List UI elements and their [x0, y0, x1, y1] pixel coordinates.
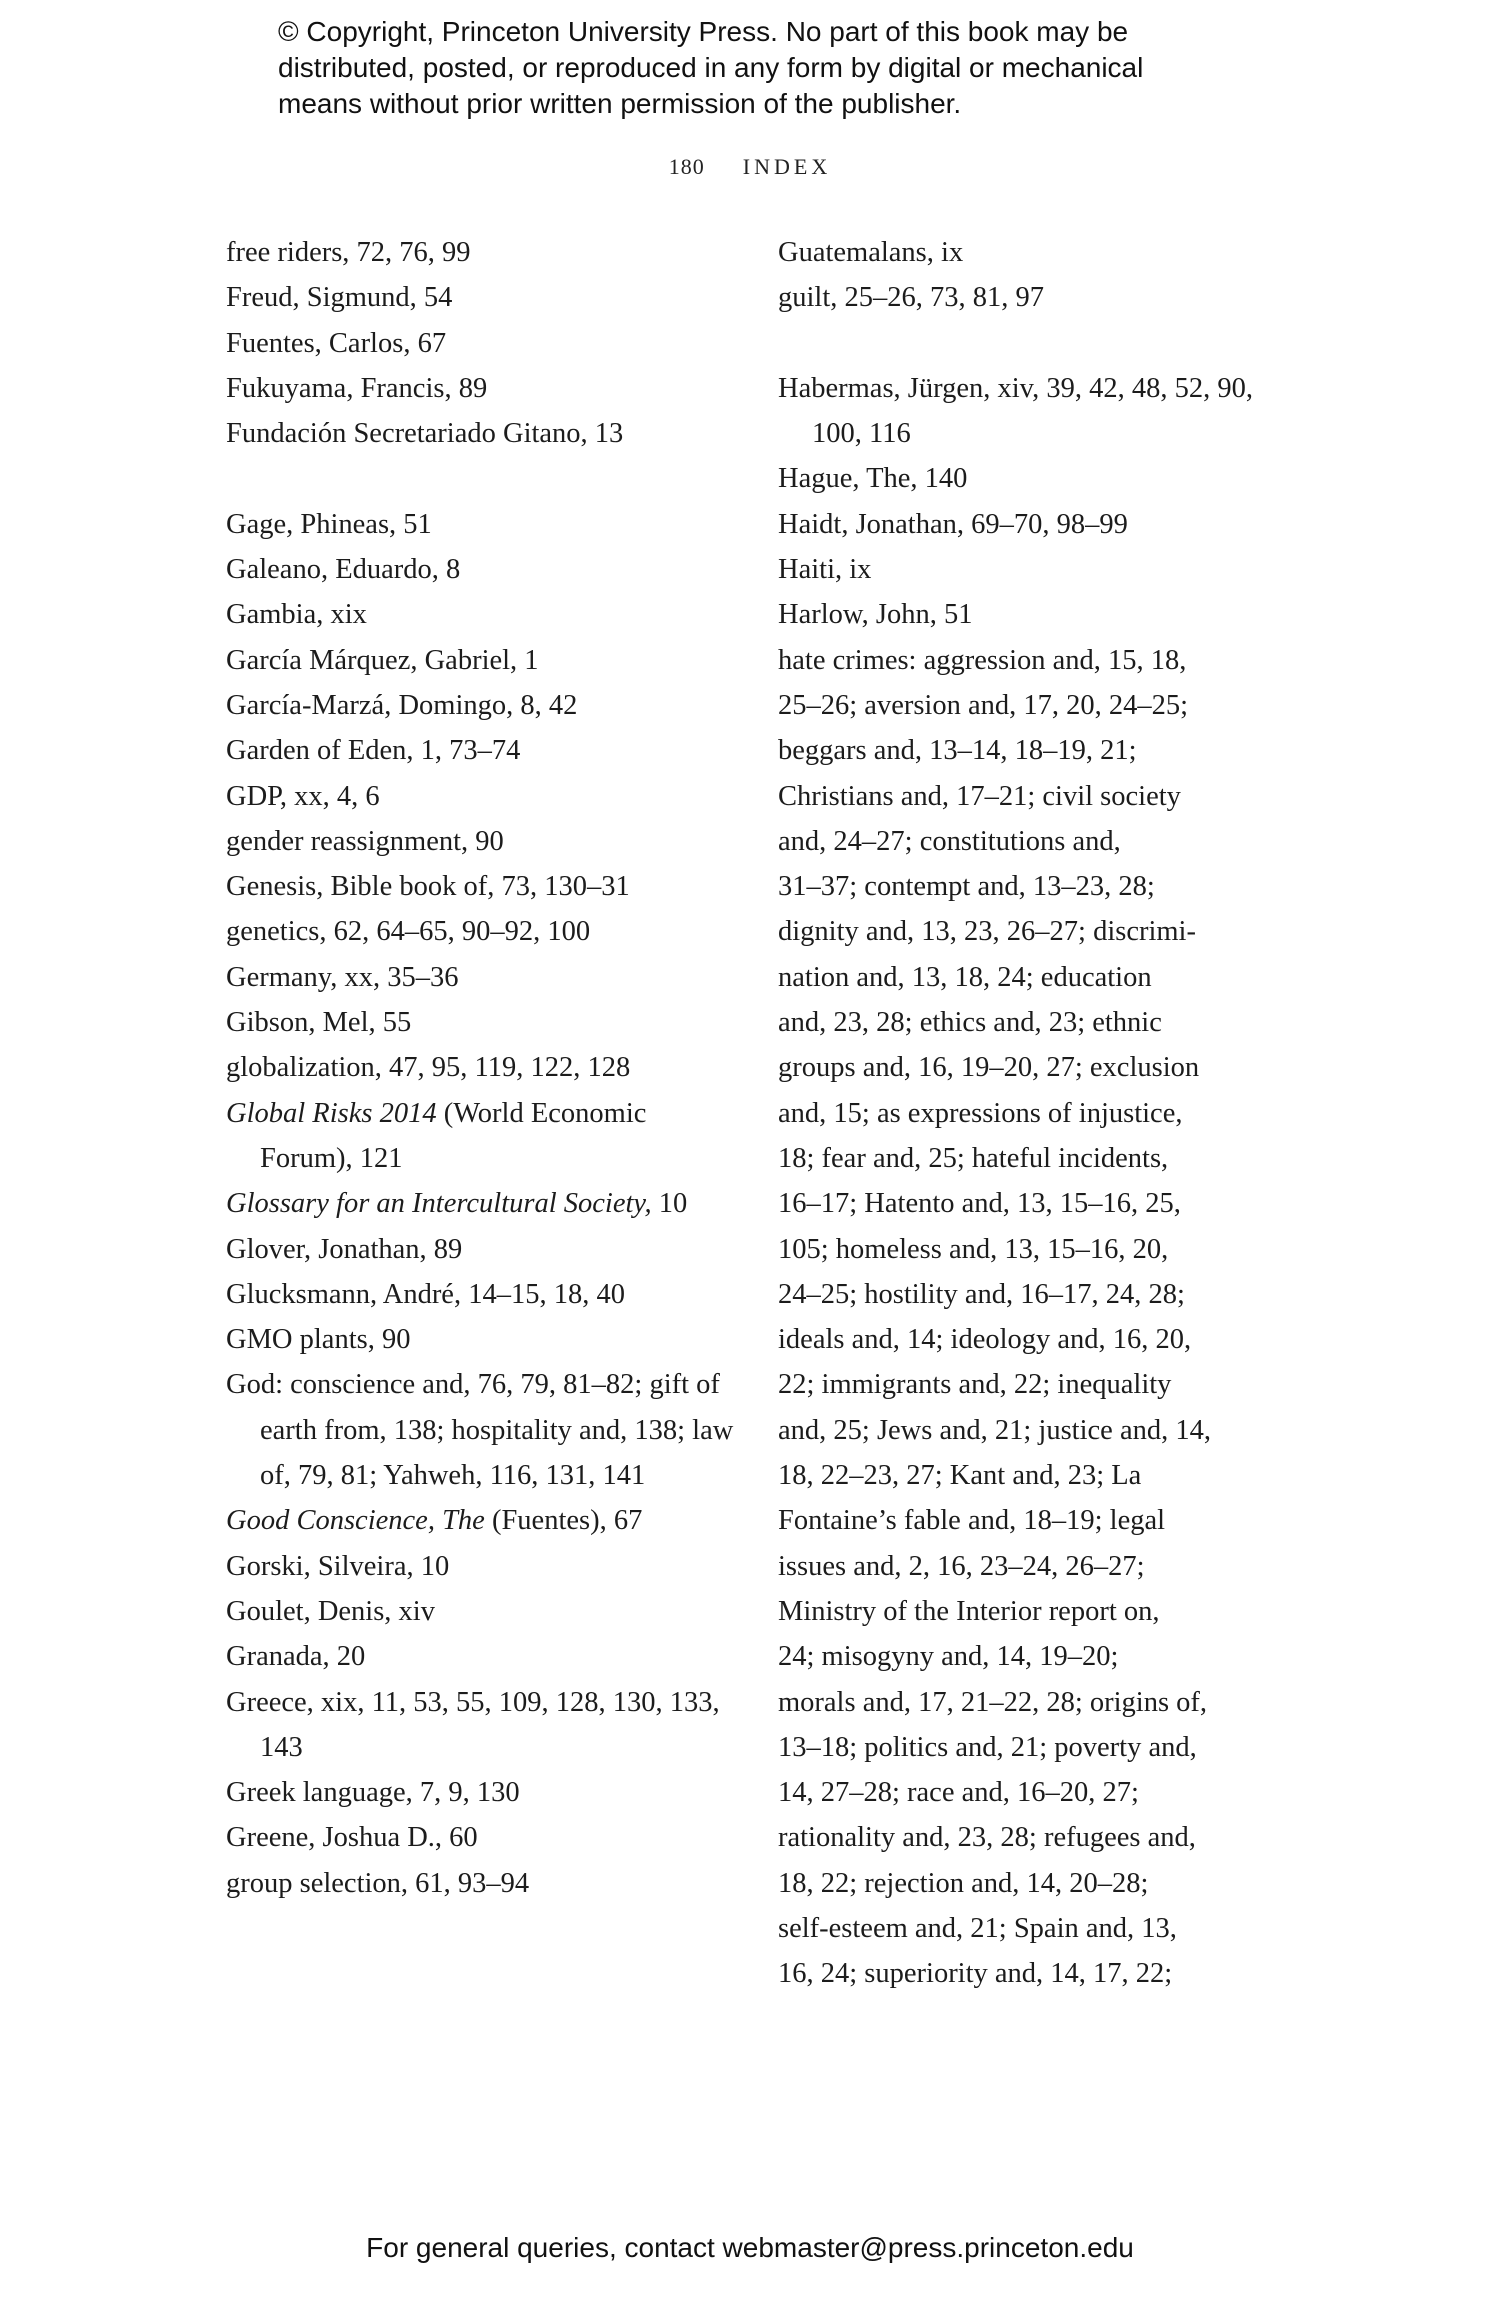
index-entry: GMO plants, 90: [226, 1324, 411, 1356]
entry-line: and, 24–27; constitutions and,: [778, 825, 1121, 857]
letter-group-gap: [226, 456, 746, 501]
entry-line: 16, 24; superiority and, 14, 17, 22;: [778, 1958, 1173, 1990]
entry-line: 31–37; contempt and, 13–23, 28;: [778, 871, 1155, 903]
index-entry: Fundación Secretariado Gitano, 13: [226, 418, 624, 450]
index-entry: guilt, 25–26, 73, 81, 97: [778, 282, 1045, 314]
entry-line: Christians and, 17–21; civil society: [778, 780, 1181, 812]
index-entry: García Márquez, Gabriel, 1: [226, 644, 539, 676]
index-entry: Gorski, Silveira, 10: [226, 1550, 450, 1582]
entry-line: Ministry of the Interior report on,: [778, 1595, 1160, 1627]
index-entry: Greece, xix, 11, 53, 55, 109, 128, 130, 133, 143: [226, 1686, 720, 1763]
entry-line: issues and, 2, 16, 23–24, 26–27;: [778, 1550, 1145, 1582]
entry-line: beggars and, 13–14, 18–19, 21;: [778, 735, 1137, 767]
index-entry: Habermas, Jürgen, xiv, 39, 42, 48, 52, 90, 100, 116: [778, 372, 1253, 450]
index-entry: [226, 1091, 746, 1182]
entry-line: 14, 27–28; race and, 16–20, 27;: [778, 1777, 1139, 1809]
entry-line: 105; homeless and, 13, 15–16, 20,: [778, 1233, 1169, 1265]
index-column-right: [778, 230, 1298, 1997]
entry-locators: 10: [651, 1188, 688, 1220]
index-entry: God: conscience and, 76, 79, 81–82; gift of earth from, 138; hospitality and, 138; law of, 79, 81; Yahweh, 116, 131, 141: [226, 1369, 734, 1492]
entry-line: 25–26; aversion and, 17, 20, 24–25;: [778, 689, 1189, 721]
footer-contact: For general queries, contact webmaster@press.princeton.edu: [366, 2232, 1134, 2263]
index-entry: GDP, xx, 4, 6: [226, 780, 380, 812]
page-number: 180: [668, 154, 705, 179]
index-entry: globalization, 47, 95, 119, 122, 128: [226, 1052, 631, 1084]
book-title: Global Risks 2014: [226, 1097, 437, 1129]
index-entry: García-Marzá, Domingo, 8, 42: [226, 689, 578, 721]
entry-line: 24; misogyny and, 14, 19–20;: [778, 1641, 1119, 1673]
index-entry: Glucksmann, André, 14–15, 18, 40: [226, 1278, 625, 1310]
running-head: [0, 154, 1500, 180]
entry-line: self-esteem and, 21; Spain and, 13,: [778, 1912, 1177, 1944]
index-entry: Greek language, 7, 9, 130: [226, 1777, 520, 1809]
index-entry: Gambia, xix: [226, 599, 367, 631]
index-entry: Harlow, John, 51: [778, 599, 973, 631]
index-entry: Galeano, Eduardo, 8: [226, 554, 461, 586]
letter-group-gap: [778, 321, 1298, 366]
index-entry: Freud, Sigmund, 54: [226, 282, 453, 314]
entry-line: dignity and, 13, 23, 26–27; discrimi-: [778, 916, 1196, 948]
index-entry: Goulet, Denis, xiv: [226, 1595, 435, 1627]
entry-line: rationality and, 23, 28; refugees and,: [778, 1822, 1196, 1854]
copyright-line: distributed, posted, or reproduced in any form by digital or mechanical: [278, 52, 1144, 83]
index-column-left: [226, 230, 746, 1906]
index-entry: Fukuyama, Francis, 89: [226, 372, 488, 404]
entry-locators: (World Economic Forum), 121: [260, 1097, 647, 1174]
copyright-line: © Copyright, Princeton University Press. No part of this book may be: [278, 16, 1129, 47]
index-entry: Genesis, Bible book of, 73, 130–31: [226, 871, 630, 903]
index-entry: Guatemalans, ix: [778, 237, 964, 268]
index-entry: [226, 1181, 746, 1226]
index-entry: Granada, 20: [226, 1641, 366, 1673]
index-entry: [226, 1498, 746, 1543]
index-entry: gender reassignment, 90: [226, 825, 504, 857]
index-entry: Hague, The, 140: [778, 463, 968, 495]
entry-line: and, 23, 28; ethics and, 23; ethnic: [778, 1007, 1162, 1039]
index-entry: Germany, xx, 35–36: [226, 961, 459, 993]
index-entry: Glover, Jonathan, 89: [226, 1233, 463, 1265]
entry-line: Fontaine’s fable and, 18–19; legal: [778, 1505, 1166, 1537]
index-entry: Haiti, ix: [778, 554, 872, 586]
entry-line: groups and, 16, 19–20, 27; exclusion: [778, 1052, 1200, 1084]
section-title: INDEX: [742, 154, 832, 179]
entry-line: 13–18; politics and, 21; poverty and,: [778, 1731, 1197, 1763]
entry-line: and, 15; as expressions of injustice,: [778, 1097, 1183, 1129]
copyright-notice: [278, 14, 1278, 122]
entry-line: 22; immigrants and, 22; inequality: [778, 1369, 1172, 1401]
index-entry: Gibson, Mel, 55: [226, 1007, 412, 1039]
entry-line: morals and, 17, 21–22, 28; origins of,: [778, 1686, 1208, 1718]
index-entry: Garden of Eden, 1, 73–74: [226, 735, 521, 767]
entry-locators: (Fuentes), 67: [484, 1505, 643, 1537]
index-entry: Fuentes, Carlos, 67: [226, 327, 447, 359]
entry-line: hate crimes: aggression and, 15, 18,: [778, 644, 1187, 676]
copyright-line: means without prior written permission of the publisher.: [278, 88, 962, 119]
entry-line: and, 25; Jews and, 21; justice and, 14,: [778, 1414, 1211, 1446]
entry-line: nation and, 13, 18, 24; education: [778, 961, 1152, 993]
index-entry: free riders, 72, 76, 99: [226, 237, 471, 268]
book-title: Glossary for an Intercultural Society,: [226, 1188, 652, 1220]
book-title: Good Conscience, The: [226, 1505, 485, 1537]
entry-line: 18, 22–23, 27; Kant and, 23; La: [778, 1460, 1142, 1492]
entry-line: 18; fear and, 25; hateful incidents,: [778, 1142, 1169, 1174]
index-entry: genetics, 62, 64–65, 90–92, 100: [226, 916, 591, 948]
entry-line: 18, 22; rejection and, 14, 20–28;: [778, 1867, 1149, 1899]
index-entry-hate-crimes: [778, 638, 1298, 1997]
entry-line: 16–17; Hatento and, 13, 15–16, 25,: [778, 1188, 1181, 1220]
index-entry: Gage, Phineas, 51: [226, 508, 432, 540]
entry-line: ideals and, 14; ideology and, 16, 20,: [778, 1324, 1192, 1356]
index-entry: group selection, 61, 93–94: [226, 1867, 530, 1899]
index-entry: Haidt, Jonathan, 69–70, 98–99: [778, 508, 1128, 540]
index-entry: Greene, Joshua D., 60: [226, 1822, 478, 1854]
entry-line: 24–25; hostility and, 16–17, 24, 28;: [778, 1278, 1185, 1310]
